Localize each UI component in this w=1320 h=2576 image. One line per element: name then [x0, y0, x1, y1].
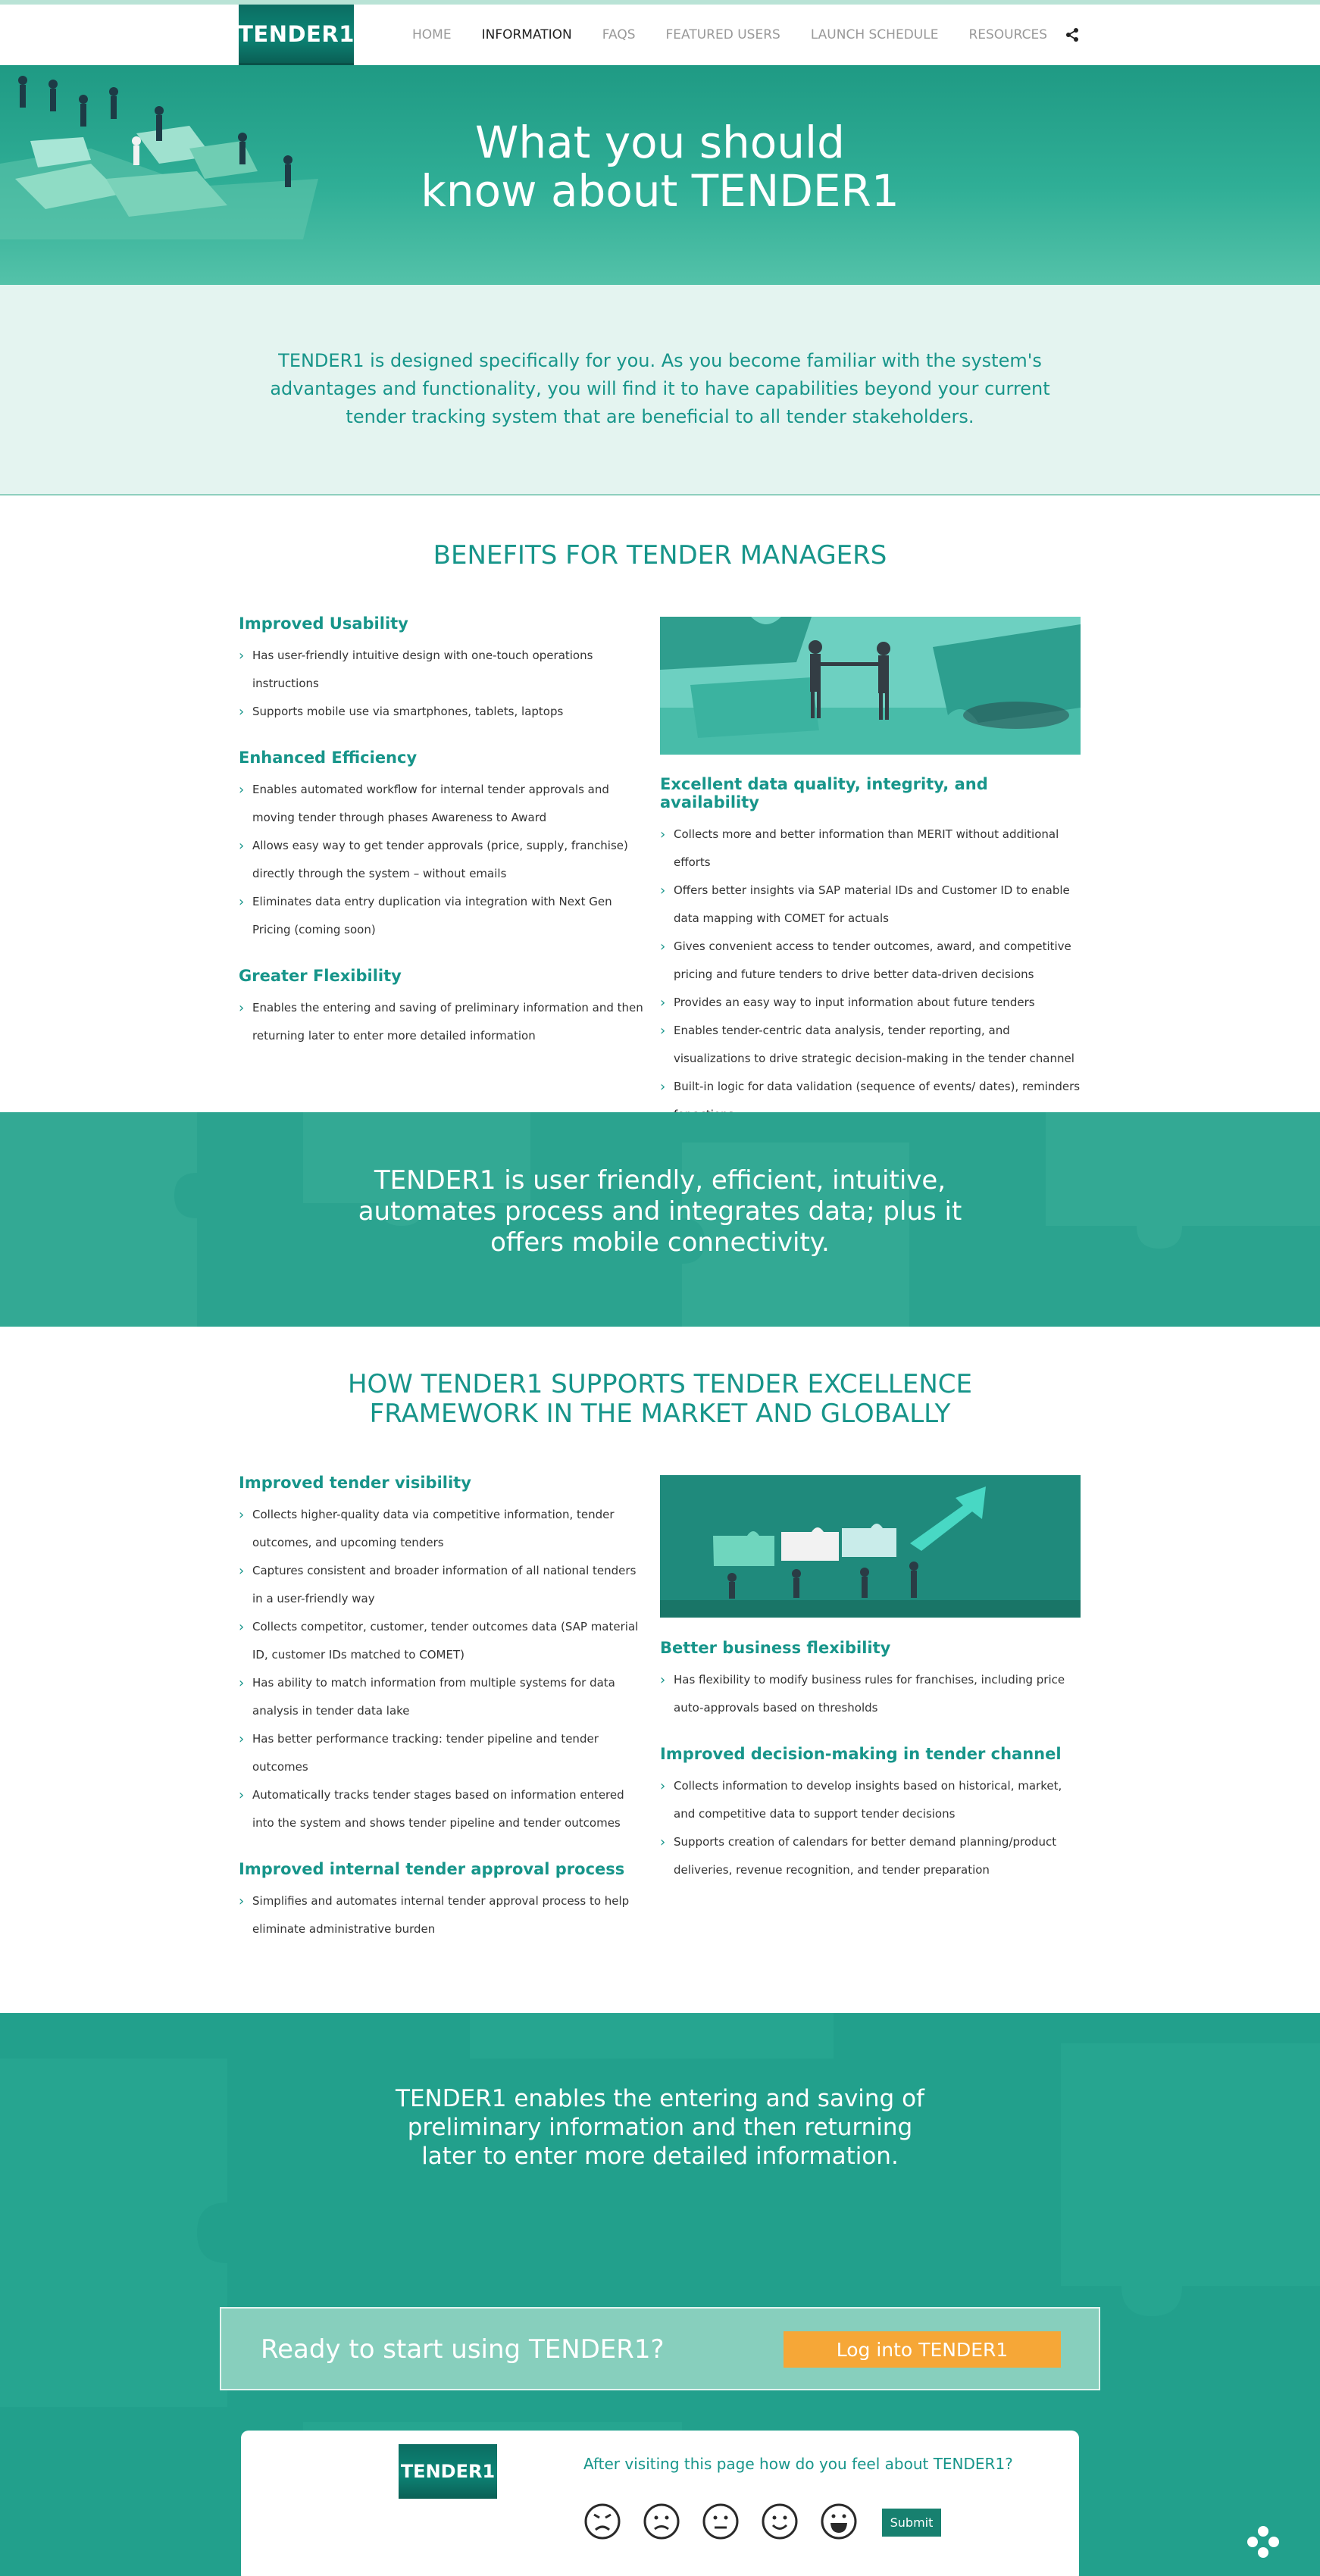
share-icon[interactable]	[1065, 27, 1080, 42]
feedback-logo: TENDER1	[399, 2444, 497, 2499]
support-widget-icon[interactable]	[1246, 2524, 1281, 2559]
main-menu	[412, 5, 1047, 65]
list-item: › Enables tender-centric data analysis, tender reporting, and visualizations to drive strategic decision-making in the tender channel	[660, 1017, 1081, 1073]
hero-title	[0, 118, 1320, 215]
benefit-list	[239, 776, 648, 944]
list-item: › Enables automated workflow for internal tender approvals and moving tender through phases Awareness to Award	[239, 776, 648, 832]
cta-text: Ready to start using TENDER1?	[261, 2334, 665, 2365]
top-navigation	[0, 5, 1320, 65]
list-item: › Simplifies and automates internal tender approval process to help eliminate administrative burden	[239, 1887, 648, 1943]
benefit-list	[239, 994, 648, 1050]
hero-banner	[0, 65, 1320, 285]
benefit-list	[239, 642, 648, 726]
list-item: › Enables the entering and saving of preliminary information and then returning later to enter more detailed information	[239, 994, 648, 1050]
list-item: › Has flexibility to modify business rules for franchises, including price auto-approvals based on thresholds	[660, 1666, 1081, 1722]
list-item: › Collects higher-quality data via competitive information, tender outcomes, and upcoming tenders	[239, 1501, 648, 1557]
excellence-list	[239, 1501, 648, 1837]
feedback-card	[241, 2431, 1079, 2576]
angry-face-icon[interactable]	[583, 2503, 621, 2540]
feedback-question: After visiting this page how do you feel about TENDER1?	[583, 2455, 1013, 2473]
intro-section	[0, 285, 1320, 496]
benefit-heading: Enhanced Efficiency	[239, 749, 418, 767]
list-item: › Supports creation of calendars for better demand planning/product deliveries, revenue recognition, and tender preparation	[660, 1828, 1081, 1884]
list-item: › Allows easy way to get tender approvals (price, supply, franchise) directly through the system – without emails	[239, 832, 648, 888]
excellence-right-column	[660, 1639, 1081, 1907]
grin-face-icon[interactable]	[820, 2503, 858, 2540]
benefit-heading: Improved Usability	[239, 614, 408, 633]
benefits-left-column	[239, 614, 648, 1073]
feedback-faces	[583, 2503, 858, 2540]
summary-text: TENDER1 is user friendly, efficient, intuitive, automates process and integrates data; plus it offers mobile connectivity.	[358, 1165, 962, 1258]
hero-title-line-2: know about TENDER1	[421, 165, 899, 217]
excellence-list	[660, 1666, 1081, 1722]
footer-message: TENDER1 enables the entering and saving of preliminary information and then returning later to enter more detailed information.	[396, 2085, 924, 2170]
excellence-heading: Improved decision-making in tender channel	[660, 1745, 1062, 1763]
excellence-heading: Better business flexibility	[660, 1639, 891, 1657]
benefit-heading: Greater Flexibility	[239, 967, 402, 985]
excellence-heading: Improved tender visibility	[239, 1474, 471, 1492]
list-item: › Has user-friendly intuitive design with one-touch operations instructions	[239, 642, 648, 698]
puzzle-handshake-image	[660, 617, 1081, 755]
benefit-heading: Excellent data quality, integrity, and availability	[660, 775, 988, 811]
nav-resources[interactable]: RESOURCES	[968, 27, 1047, 42]
list-item: › Automatically tracks tender stages based on information entered into the system and shows tender pipeline and tender outcomes	[239, 1781, 648, 1837]
list-item: › Gives convenient access to tender outcomes, award, and competitive pricing and future tenders to drive better data-driven decisions	[660, 933, 1081, 989]
excellence-left-column	[239, 1474, 648, 1966]
excellence-list	[660, 1772, 1081, 1884]
benefits-title: BENEFITS FOR TENDER MANAGERS	[433, 540, 887, 571]
excellence-heading: Improved internal tender approval process	[239, 1860, 625, 1878]
neutral-face-icon[interactable]	[702, 2503, 740, 2540]
nav-faqs[interactable]: FAQS	[602, 27, 636, 42]
intro-text: TENDER1 is designed specifically for you. As you become familiar with the system's advantages and functionality, you will find it to have capabilities beyond your current tender tracking system that are beneficial to all tender stakeholders.	[270, 350, 1050, 427]
nav-launch-schedule[interactable]: LAUNCH SCHEDULE	[810, 27, 939, 42]
smile-face-icon[interactable]	[761, 2503, 799, 2540]
list-item: › Eliminates data entry duplication via integration with Next Gen Pricing (coming soon)	[239, 888, 648, 944]
summary-banner	[0, 1112, 1320, 1327]
excellence-title	[0, 1370, 1320, 1429]
excellence-title-line-1: HOW TENDER1 SUPPORTS TENDER EXCELLENCE	[347, 1369, 973, 1399]
cta-box	[220, 2307, 1100, 2390]
list-item: › Collects information to develop insights based on historical, market, and competitive data to support tender decisions	[660, 1772, 1081, 1828]
hero-title-line-1: What you should	[475, 117, 845, 168]
nav-home[interactable]: HOME	[412, 27, 452, 42]
list-item: › Offers better insights via SAP material IDs and Customer ID to enable data mapping with COMET for actuals	[660, 877, 1081, 933]
excellence-list	[239, 1887, 648, 1943]
nav-information[interactable]: INFORMATION	[481, 27, 572, 42]
login-button[interactable]: Log into TENDER1	[784, 2331, 1061, 2368]
tender1-logo[interactable]: TENDER1	[239, 5, 354, 65]
list-item: › Provides an easy way to input information about future tenders	[660, 989, 1081, 1017]
list-item: › Supports mobile use via smartphones, tablets, laptops	[239, 698, 648, 726]
list-item: › Collects more and better information than MERIT without additional efforts	[660, 821, 1081, 877]
teamwork-arrow-image	[660, 1475, 1081, 1618]
excellence-title-line-2: FRAMEWORK IN THE MARKET AND GLOBALLY	[369, 1399, 951, 1429]
submit-button[interactable]: Submit	[882, 2509, 941, 2537]
nav-featured-users[interactable]: FEATURED USERS	[665, 27, 780, 42]
list-item: › Captures consistent and broader information of all national tenders in a user-friendly way	[239, 1557, 648, 1613]
list-item: › Has better performance tracking: tender pipeline and tender outcomes	[239, 1725, 648, 1781]
list-item: › Collects competitor, customer, tender outcomes data (SAP material ID, customer IDs matched to COMET)	[239, 1613, 648, 1669]
benefits-right-column	[660, 775, 1081, 1152]
benefit-list	[660, 821, 1081, 1129]
list-item: › Built-in logic for data validation (sequence of events/ dates), reminders	[660, 1073, 1081, 1129]
sad-face-icon[interactable]	[643, 2503, 680, 2540]
list-item: › Has ability to match information from multiple systems for data analysis in tender data lake	[239, 1669, 648, 1725]
footer-band	[0, 2013, 1320, 2576]
